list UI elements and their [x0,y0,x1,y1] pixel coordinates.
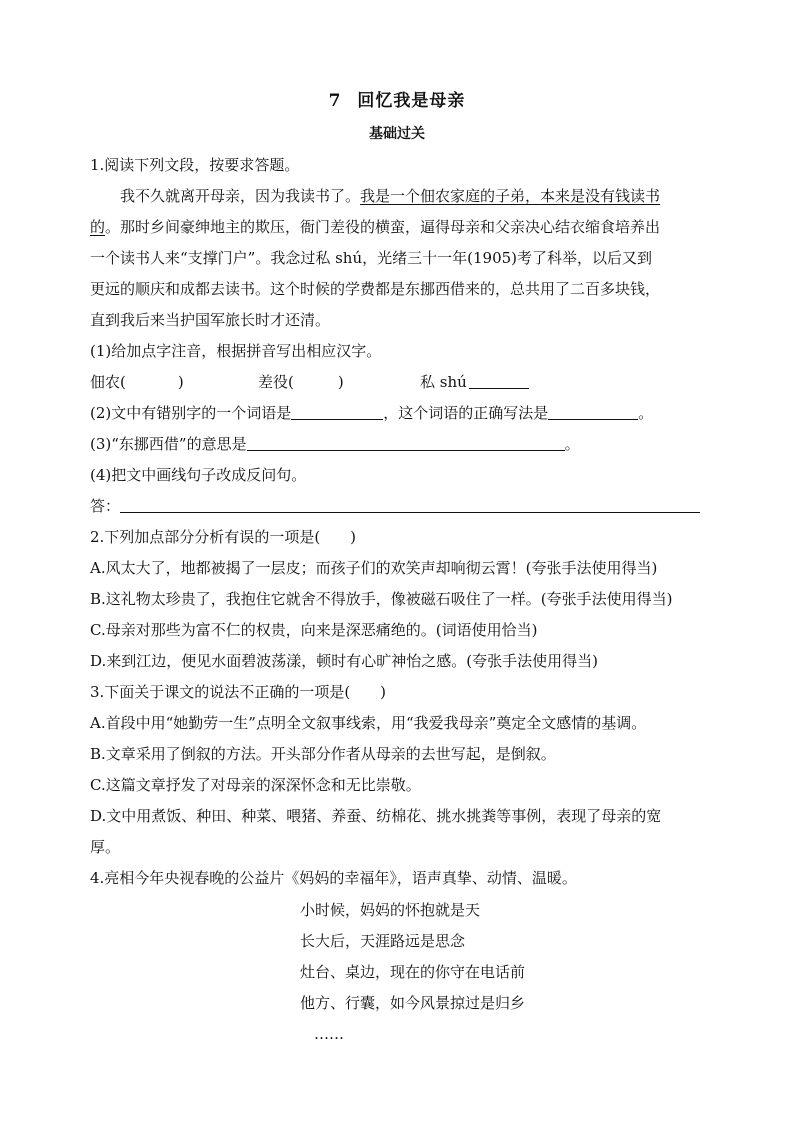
lesson-title-text: 回忆我是母亲 [357,91,466,111]
q3-option-a: A.首段中用“她勤劳一生”点明全文叙事线索，用“我爱我母亲”奠定全文感情的基调。 [90,714,647,732]
paren-close: ) [177,373,184,391]
q1-sub4: (4)把文中画线句子改成反问句。 [90,466,307,484]
lesson-title [0,86,794,111]
q3-option-b: B.文章采用了倒叙的方法。开头部分作者从母亲的去世写起，是倒叙。 [90,745,556,763]
poem-line-3: 灶台、桌边，现在的你守在电话前 [300,963,526,981]
item-label: 私 shú [420,373,467,391]
q3-option-d: D.文中用煮饭、种田、种菜、喂猪、养蚕、纺棉花、挑水挑粪等事例，表现了母亲的宽 [90,807,662,825]
q1-passage-line-2 [90,217,660,237]
answer-blank[interactable] [247,435,565,451]
answer-blank[interactable] [469,373,529,389]
item-label: 差役( [258,373,294,391]
sub3-text: (3)“东挪西借”的意思是 [90,435,247,453]
underlined-sentence-end: 的 [90,218,106,236]
answer-blank[interactable] [291,404,383,420]
poem-line-1: 小时候，妈妈的怀抱就是天 [300,901,481,919]
q2-option-d: D.来到江边，便见水面碧波荡漾，顿时有心旷神怡之感。(夸张手法使用得当) [90,652,598,670]
lesson-number: 7 [328,91,342,111]
q4-prompt: 4.亮相今年央视春晚的公益片《妈妈的幸福年》，语声真挚、动情、温暖。 [90,869,577,887]
q1-answer-line [90,496,700,516]
item-label: 佃农( [90,373,126,391]
underlined-sentence: 我是一个佃农家庭的子弟，本来是没有钱读书 [360,187,661,205]
answer-label: 答： [90,497,121,515]
q1-passage-line-5: 直到我后来当护国军旅长时才还清。 [90,311,331,329]
q1-prompt: 1.阅读下列文段，按要求答题。 [90,156,300,174]
q3-option-c: C.这篇文章抒发了对母亲的深深怀念和无比崇敬。 [90,776,421,794]
poem-line-4: 他方、行囊，如今风景掠过是归乡 [300,994,526,1012]
q1-sub1-prompt: (1)给加点字注音，根据拼音写出相应汉字。 [90,342,382,360]
q1-passage-line-3: 一个读书人来“支撑门户”。我念过私 shú，光绪三十一年(1905)考了科举，以后又到 [90,249,653,267]
answer-blank[interactable] [548,404,638,420]
q3-option-d-continued: 厚。 [90,838,121,856]
sub2-text: ，这个词语的正确写法是 [383,404,549,422]
q1-sub3 [90,434,580,454]
sub2-text: (2)文中有错别字的一个词语是 [90,404,292,422]
poem-ellipsis: …… [314,1025,344,1043]
sub2-text: 。 [638,404,654,422]
q2-option-b: B.这礼物太珍贵了，我抱住它就舍不得放手，像被磁石吸住了一样。(夸张手法使用得当) [90,590,673,608]
q3-prompt: 3.下面关于课文的说法不正确的一项是( ) [90,683,387,701]
q2-option-c: C.母亲对那些为富不仁的权贵，向来是深恶痛绝的。(词语使用恰当) [90,621,538,639]
q1-sub2 [90,403,653,423]
section-heading: 基础过关 [369,126,425,142]
pinyin-item-2 [258,372,344,392]
sub3-text: 。 [564,435,580,453]
q2-option-a: A.风太大了，地都被揭了一层皮；而孩子们的欢笑声却响彻云霄！(夸张手法使用得当) [90,559,658,577]
passage-text: 我不久就离开母亲，因为我读书了。 [120,187,361,205]
q1-passage-line-1 [120,186,660,206]
poem-line-2: 长大后，天涯路远是思念 [300,932,466,950]
pinyin-item-1 [90,372,184,392]
pinyin-item-3 [420,372,529,392]
q1-passage-line-4: 更远的顺庆和成都去读书。这个时候的学费都是东挪西借来的，总共用了二百多块钱， [90,280,661,298]
paren-close: ) [337,373,344,391]
passage-text: 。那时乡间豪绅地主的欺压，衙门差役的横蛮，逼得母亲和父亲决心结衣缩食培养出 [105,218,661,236]
q2-prompt: 2.下列加点部分分析有误的一项是( ) [90,528,357,546]
answer-blank[interactable] [120,497,700,513]
